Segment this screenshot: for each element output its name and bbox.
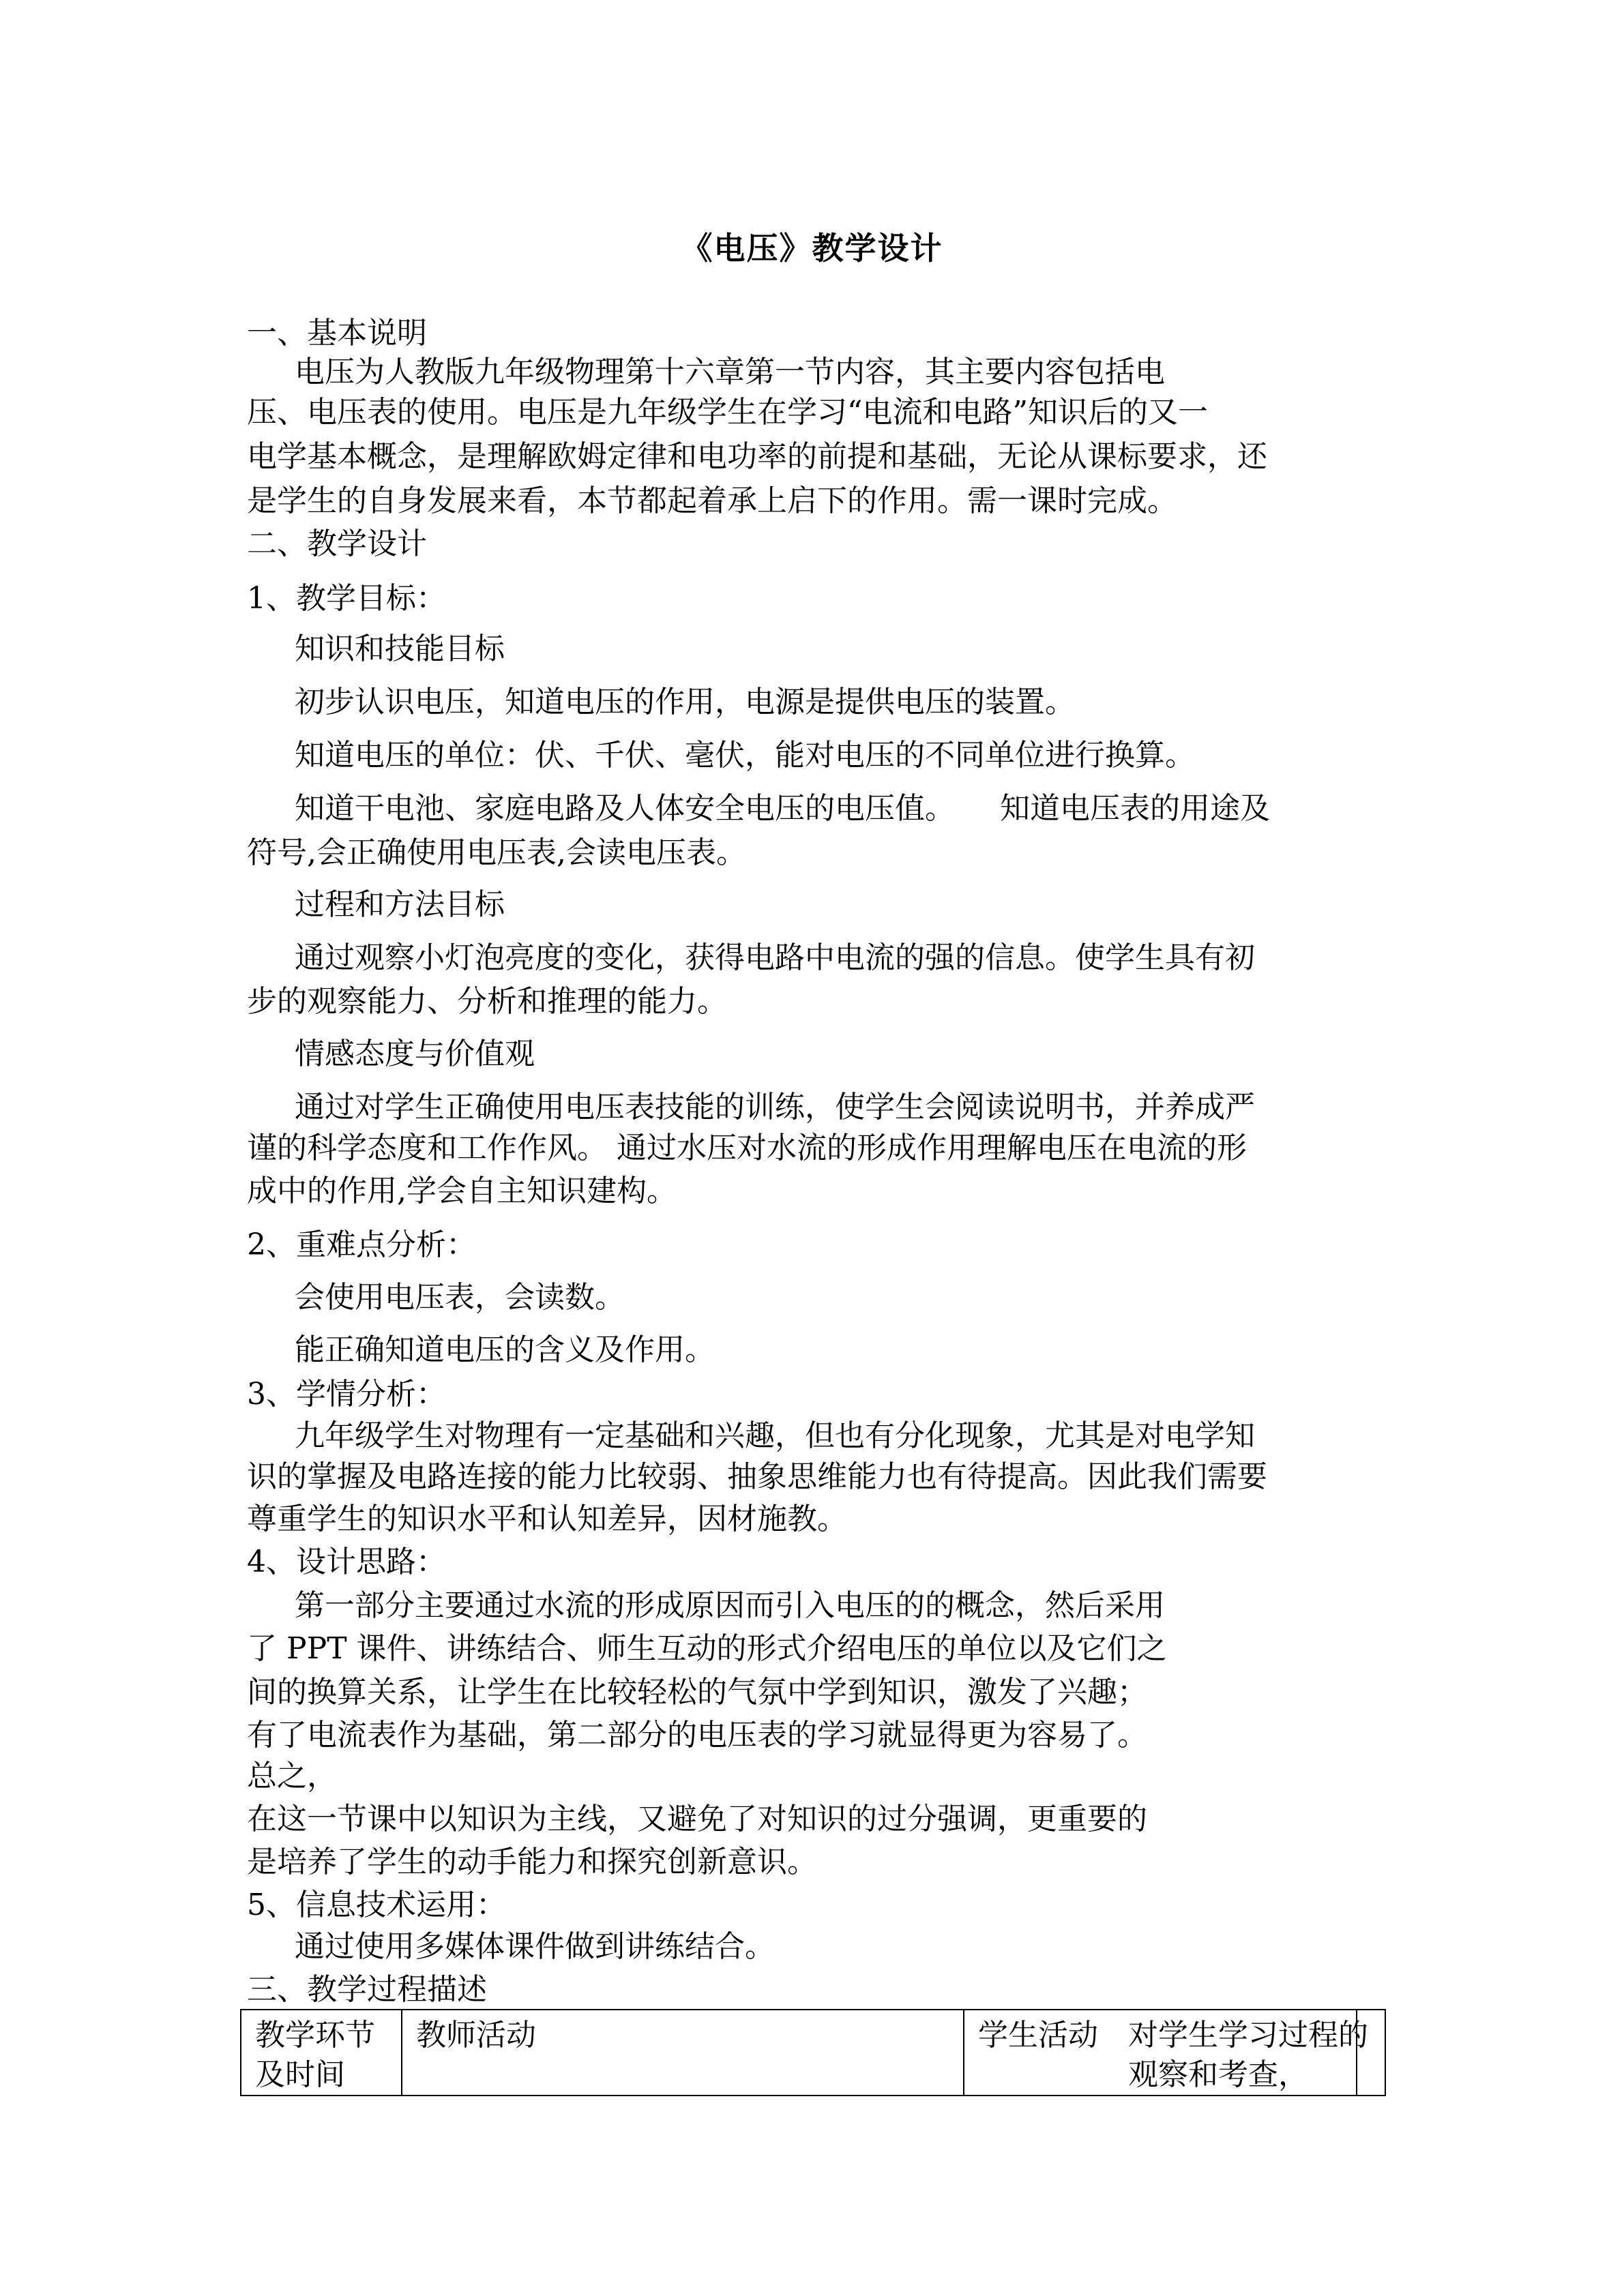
subheading-goals: 1、教学目标： <box>247 581 446 616</box>
paragraph-line: 电学基本概念，是理解欧姆定律和电功率的前提和基础，无论从课标要求，还 <box>247 439 1267 474</box>
table-header-student: 学生活动 <box>964 2010 1357 2095</box>
paragraph-line: 谨的科学态度和工作作风。 通过水压对水流的形成作用理解电压在电流的形 <box>247 1131 1247 1165</box>
paragraph-line: 是培养了学生的动手能力和探究创新意识。 <box>247 1845 817 1879</box>
paragraph-line: 第一部分主要通过水流的形成原因而引入电压的的概念，然后采用 <box>295 1588 1165 1623</box>
table-header-stage: 教学环节及时间 <box>241 2010 402 2095</box>
subheading-it: 5、信息技术运用： <box>247 1888 506 1922</box>
section-heading-process: 三、教学过程描述 <box>247 1972 487 2007</box>
paragraph-line: 通过观察小灯泡亮度的变化，获得电路中电流的强的信息。使学生具有初 <box>295 940 1255 975</box>
subheading-key-points: 2、重难点分析： <box>247 1227 476 1262</box>
document-title: 《电压》教学设计 <box>681 230 943 267</box>
paragraph-line: 总之， <box>247 1759 337 1793</box>
section-heading-basic: 一、基本说明 <box>247 316 427 351</box>
paragraph-line: 了 PPT 课件、讲练结合、师生互动的形式介绍电压的单位以及它们之 <box>247 1631 1167 1666</box>
paragraph-line: 识的掌握及电路连接的能力比较弱、抽象思维能力也有待提高。因此我们需要 <box>247 1459 1267 1494</box>
subheading-approach: 4、设计思路： <box>247 1545 446 1579</box>
paragraph-line: 能正确知道电压的含义及作用。 <box>295 1332 715 1367</box>
paragraph-line: 会使用电压表，会读数。 <box>295 1280 625 1315</box>
paragraph-line: 有了电流表作为基础，第二部分的电压表的学习就显得更为容易了。 <box>247 1718 1147 1753</box>
paragraph-line: 通过使用多媒体课件做到讲练结合。 <box>295 1929 775 1964</box>
section-heading-design: 二、教学设计 <box>247 526 427 561</box>
goal-category: 情感态度与价值观 <box>295 1037 535 1071</box>
paragraph-line: 通过对学生正确使用电压表技能的训练，使学生会阅读说明书，并养成严 <box>295 1090 1255 1124</box>
paragraph-line: 压、电压表的使用。电压是九年级学生在学习“电流和电路”知识后的又一 <box>247 395 1208 430</box>
subheading-students: 3、学情分析： <box>247 1377 446 1412</box>
paragraph-line: 成中的作用,学会自主知识建构。 <box>247 1174 677 1208</box>
paragraph-line: 知道干电池、家庭电路及人体安全电压的电压值。 知道电压表的用途及 <box>295 791 1270 826</box>
paragraph-line: 尊重学生的知识水平和认知差异，因材施教。 <box>247 1502 847 1536</box>
paragraph-line: 步的观察能力、分析和推理的能力。 <box>247 984 727 1019</box>
paragraph-line: 九年级学生对物理有一定基础和兴趣，但也有分化现象，尤其是对电学知 <box>295 1418 1255 1453</box>
goal-category: 知识和技能目标 <box>295 631 505 666</box>
table-header-teacher: 教师活动 <box>402 2010 964 2095</box>
paragraph-line: 电压为人教版九年级物理第十六章第一节内容，其主要内容包括电 <box>295 355 1165 389</box>
paragraph-line: 符号,会正确使用电压表,会读电压表。 <box>247 835 746 870</box>
goal-category: 过程和方法目标 <box>295 887 505 922</box>
paragraph-line: 初步认识电压，知道电压的作用，电源是提供电压的装置。 <box>295 685 1075 719</box>
table-header-observation: 对学生学习过程的观察和考查， <box>1128 2018 1368 2092</box>
paragraph-line: 是学生的自身发展来看，本节都起着承上启下的作用。需一课时完成。 <box>247 483 1177 518</box>
paragraph-line: 间的换算关系，让学生在比较轻松的气氛中学到知识，激发了兴趣； <box>247 1675 1147 1710</box>
paragraph-line: 在这一节课中以知识为主线，又避免了对知识的过分强调，更重要的 <box>247 1802 1147 1836</box>
paragraph-line: 知道电压的单位：伏、千伏、毫伏，能对电压的不同单位进行换算。 <box>295 738 1195 773</box>
